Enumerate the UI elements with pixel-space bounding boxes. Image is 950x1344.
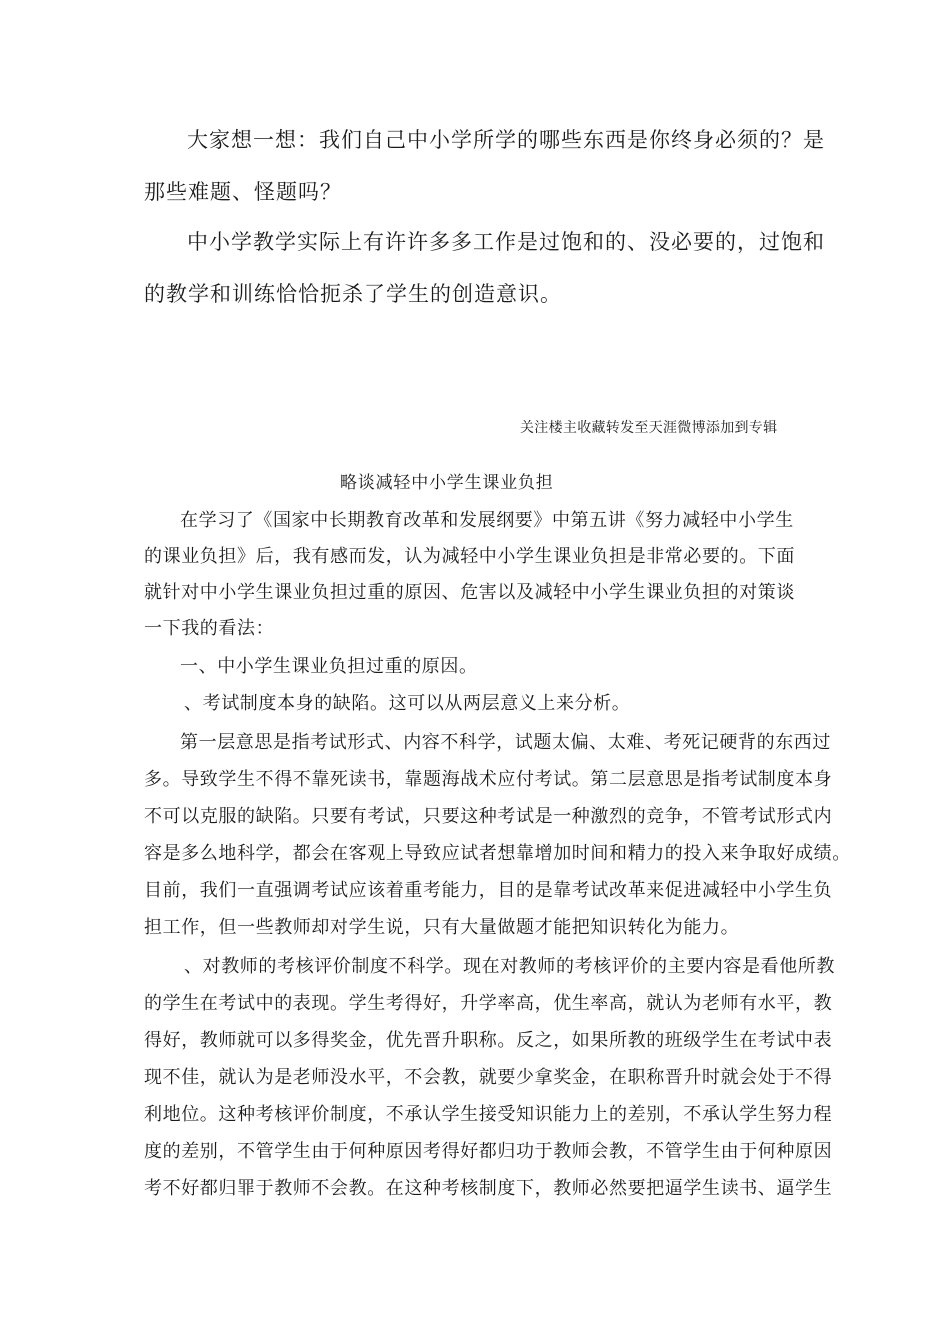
post-actions-bar[interactable]: 关注楼主收藏转发至天涯微博添加到专辑: [520, 420, 778, 436]
article-line: 利地位。这种考核评价制度，不承认学生接受知识能力上的差别，不承认学生努力程: [144, 1104, 833, 1125]
article-line: 得好，教师就可以多得奖金，优先晋升职称。反之，如果所教的班级学生在考试中表: [144, 1030, 833, 1051]
article-line: 不可以克服的缺陷。只要有考试，只要这种考试是一种激烈的竞争，不管考试形式内: [144, 806, 833, 827]
intro-paragraph-1-line-2: 那些难题、怪题吗？: [144, 180, 342, 204]
article-line: 考不好都归罪于教师不会教。在这种考核制度下，教师必然要把逼学生读书、逼学生: [144, 1178, 833, 1199]
article-line: 多。导致学生不得不靠死读书，靠题海战术应付考试。第二层意思是指考试制度本身: [144, 769, 833, 790]
article-line: 目前，我们一直强调考试应该着重考能力，目的是靠考试改革来促进减轻中小学生负: [144, 880, 833, 901]
article-line: 在学习了《国家中长期教育改革和发展纲要》中第五讲《努力减轻中小学生: [180, 510, 794, 531]
intro-paragraph-2-line-1: 中小学教学实际上有许许多多工作是过饱和的、没必要的，过饱和: [187, 230, 825, 254]
article-line: 容是多么地科学，都会在客观上导致应试者想靠增加时间和精力的投入来争取好成绩。: [144, 843, 851, 864]
article-line: 就针对中小学生课业负担过重的原因、危害以及减轻中小学生课业负担的对策谈: [144, 582, 795, 603]
section-heading: 一、中小学生课业负担过重的原因。: [180, 656, 478, 677]
article-line: 度的差别，不管学生由于何种原因考得好都归功于教师会教，不管学生由于何种原因: [144, 1141, 833, 1162]
article-line: 的学生在考试中的表现。学生考得好，升学率高，优生率高，就认为老师有水平，教: [144, 993, 833, 1014]
article-line: 、对教师的考核评价制度不科学。现在对教师的考核评价的主要内容是看他所教: [184, 956, 835, 977]
intro-paragraph-2-line-2: 的教学和训练恰恰扼杀了学生的创造意识。: [144, 282, 562, 306]
intro-paragraph-1-line-1: 大家想一想：我们自己中小学所学的哪些东西是你终身必须的？是: [187, 128, 825, 152]
article-line: 担工作，但一些教师却对学生说，只有大量做题才能把知识转化为能力。: [144, 917, 740, 938]
article-line: 现不佳，就认为是老师没水平，不会教，就要少拿奖金，在职称晋升时就会处于不得: [144, 1067, 833, 1088]
article-line: 一下我的看法：: [144, 618, 275, 639]
article-line: 第一层意思是指考试形式、内容不科学，试题太偏、太难、考死记硬背的东西过: [180, 732, 831, 753]
article-line: 的课业负担》后，我有感而发，认为减轻中小学生课业负担是非常必要的。下面: [144, 546, 795, 567]
article-line: 、考试制度本身的缺陷。这可以从两层意义上来分析。: [184, 693, 631, 714]
article-title: 略谈减轻中小学生课业负担: [340, 473, 554, 493]
